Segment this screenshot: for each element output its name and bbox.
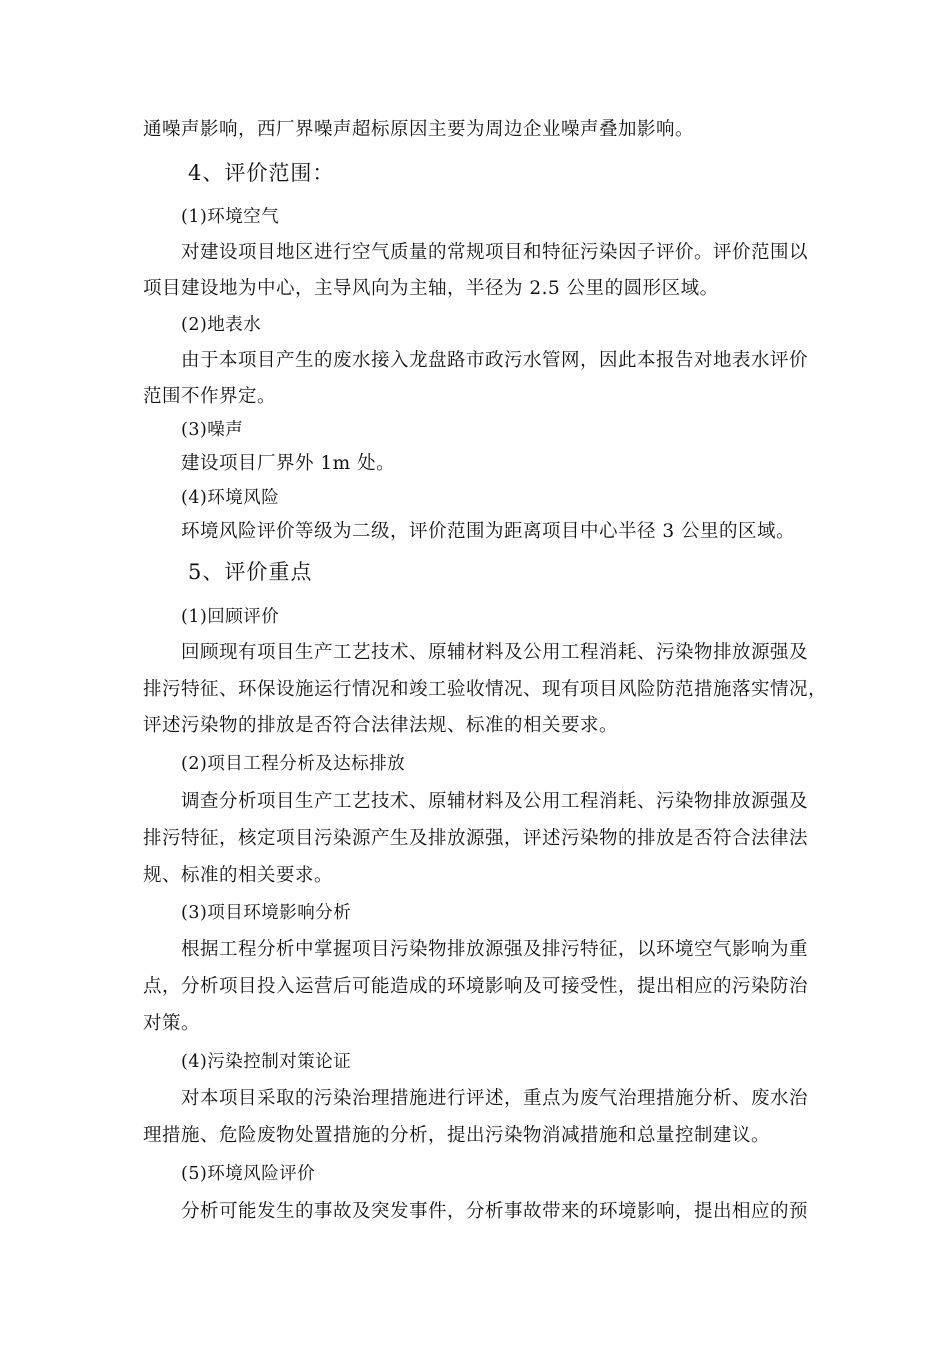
body-text-line: 建设项目厂界外 1m 处。 bbox=[181, 453, 396, 474]
body-text-line: 根据工程分析中掌握项目污染物排放源强及排污特征，以环境空气影响为重 bbox=[181, 939, 809, 960]
body-text-line: 对策。 bbox=[143, 1013, 201, 1034]
body-text-line: 由于本项目产生的废水接入龙盘路市政污水管网，因此本报告对地表水评价 bbox=[181, 350, 809, 371]
body-text-line: 评述污染物的排放是否符合法律法规、标准的相关要求。 bbox=[143, 715, 619, 736]
subsection-heading: (5)环境风险评价 bbox=[181, 1164, 316, 1184]
subsection-heading: (1)环境空气 bbox=[181, 207, 280, 227]
subsection-heading: (4)环境风险 bbox=[181, 488, 280, 508]
body-text-line: 环境风险评价等级为二级，评价范围为距离项目中心半径 3 公里的区域。 bbox=[181, 521, 796, 542]
body-text-line: 项目建设地为中心，主导风向为主轴，半径为 2.5 公里的圆形区域。 bbox=[143, 278, 719, 299]
body-text-line: 排污特征，核定项目污染源产生及排放源强，评述污染物的排放是否符合法律法 bbox=[143, 828, 809, 849]
subsection-heading: (3)噪声 bbox=[181, 420, 244, 440]
subsection-heading: (4)污染控制对策论证 bbox=[181, 1052, 352, 1072]
body-text-line: 回顾现有项目生产工艺技术、原辅材料及公用工程消耗、污染物排放源强及 bbox=[181, 642, 809, 663]
body-text-line: 范围不作界定。 bbox=[143, 386, 277, 407]
section-heading: 4、评价范围： bbox=[188, 161, 335, 185]
body-text-line: 排污特征、环保设施运行情况和竣工验收情况、现有项目风险防范措施落实情况， bbox=[143, 679, 828, 700]
subsection-heading: (1)回顾评价 bbox=[181, 607, 280, 627]
body-text-line: 理措施、危险废物处置措施的分析，提出污染物消减措施和总量控制建议。 bbox=[143, 1125, 771, 1146]
subsection-heading: (3)项目环境影响分析 bbox=[181, 903, 352, 923]
body-text-line: 调查分析项目生产工艺技术、原辅材料及公用工程消耗、污染物排放源强及 bbox=[181, 791, 809, 812]
body-text-line: 对本项目采取的污染治理措施进行评述，重点为废气治理措施分析、废水治 bbox=[181, 1088, 809, 1109]
subsection-heading: (2)地表水 bbox=[181, 315, 262, 335]
subsection-heading: (2)项目工程分析及达标排放 bbox=[181, 754, 406, 774]
section-heading: 5、评价重点 bbox=[188, 560, 313, 584]
body-text-line: 分析可能发生的事故及突发事件，分析事故带来的环境影响，提出相应的预 bbox=[181, 1201, 809, 1222]
body-text-line: 点，分析项目投入运营后可能造成的环境影响及可接受性，提出相应的污染防治 bbox=[143, 976, 809, 997]
body-text-line: 对建设项目地区进行空气质量的常规项目和特征污染因子评价。评价范围以 bbox=[181, 242, 809, 263]
body-text-line: 通噪声影响，西厂界噪声超标原因主要为周边企业噪声叠加影响。 bbox=[143, 119, 695, 140]
body-text-line: 规、标准的相关要求。 bbox=[143, 865, 334, 886]
